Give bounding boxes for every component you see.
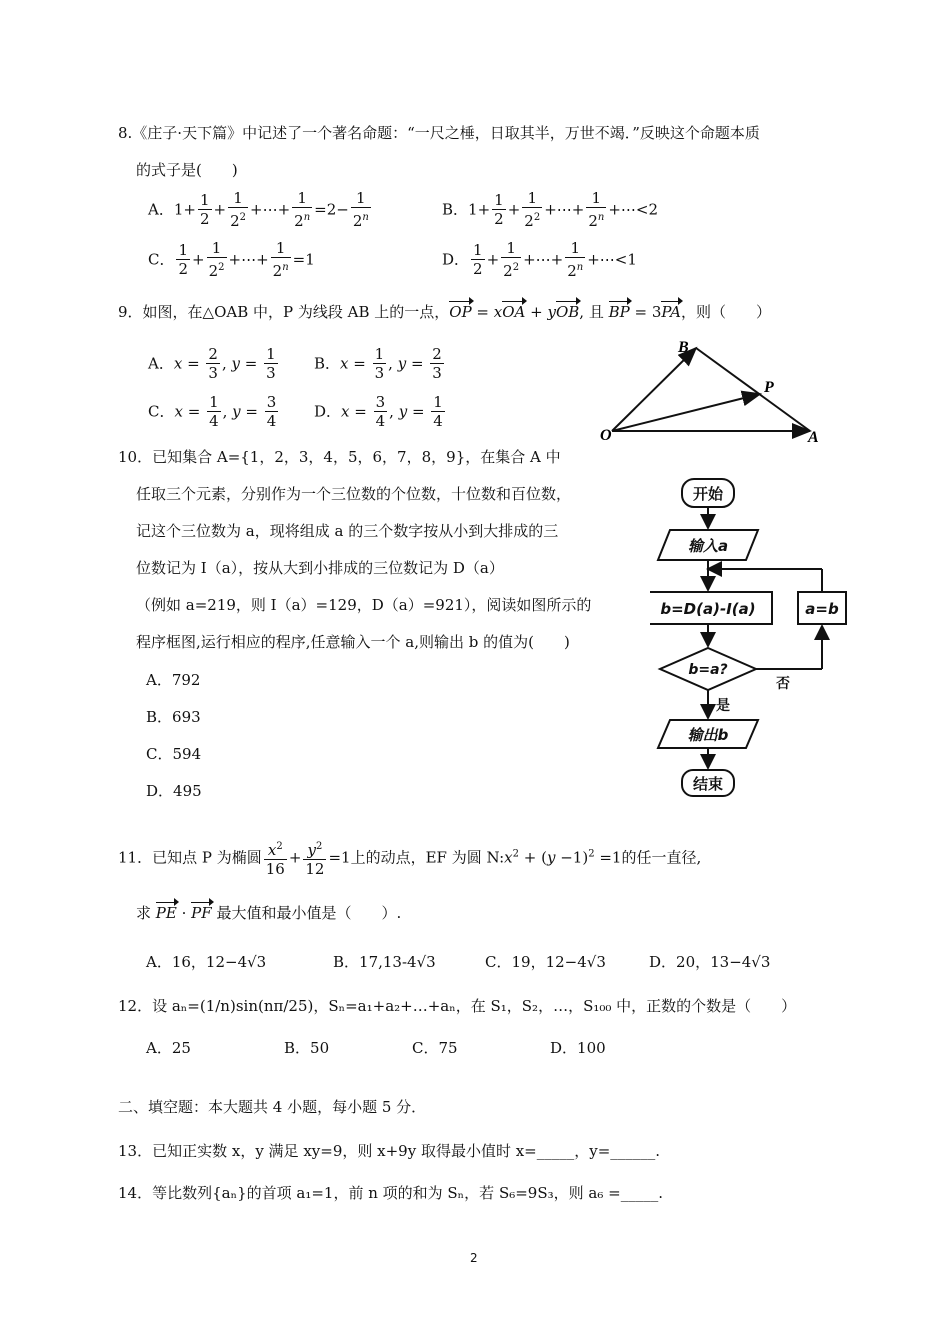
- q9-option-d: D．x = $\frac{3}{4}$ , y = $\frac{1}{4}$: [314, 393, 443, 430]
- label-p: P: [764, 379, 774, 396]
- q12-stem: 12．设 aₙ=(1/n)sin(nπ/25)，Sₙ=a₁+a₂+…+aₙ，在 S₁，S₂，…，S₁₀₀ 中，正数的个数是（ ）: [118, 997, 797, 1015]
- vector-oa: OA: [502, 303, 526, 321]
- triangle-oab-figure: [598, 334, 828, 446]
- q9-stem-text: 9．如图，在△OAB 中，P 为线段 AB 上的一点，: [118, 303, 450, 321]
- q11-line2-b: 最大值和最小值是（ ）.: [216, 904, 402, 922]
- program-flowchart: [650, 474, 850, 800]
- q11-stem-line2: 求 PE · PF 最大值和最小值是（ ）.: [136, 904, 402, 922]
- vector-ob: OB: [555, 303, 580, 321]
- label-o: O: [600, 427, 612, 444]
- q10-option-c: C．594: [146, 745, 202, 763]
- page-number: 2: [470, 1251, 478, 1265]
- q9-stem-tail: ，则（ ）: [680, 303, 771, 321]
- label-b: B: [678, 339, 689, 356]
- q14-text: 14．等比数列{aₙ}的首项 a₁=1，前 n 项的和为 Sₙ，若 S₆=9S₃，则 a₆ =_____.: [118, 1184, 663, 1202]
- q10-stem-line4: 位数记为 I（a），按从大到小排成的三位数记为 D（a）: [136, 559, 504, 577]
- q8-option-c: C． $\frac{1}{2}$ + $\frac{1}{2^2}$ +⋯+ $\frac{1}{2^n}$ =1: [148, 239, 315, 280]
- q8-option-b: B．1+ $\frac{1}{2}$ + $\frac{1}{2^2}$ +⋯+ $\frac{1}{2^n}$ +⋯<2: [442, 189, 659, 230]
- q11-line2-a: 求: [136, 904, 152, 922]
- segment-ab: [696, 348, 810, 431]
- q11-option-c: C．19，12−4√3: [485, 953, 606, 971]
- q10-option-d: D．495: [146, 782, 202, 800]
- q12-option-d: D．100: [550, 1039, 606, 1057]
- q12-option-a: A．25: [146, 1039, 191, 1057]
- q11-stem-c: 的任一直径,: [621, 848, 702, 867]
- segment-ob: [612, 348, 696, 431]
- q10-stem-line6: 程序框图,运行相应的程序,任意输入一个 a,则输出 b 的值为( ): [136, 633, 570, 651]
- label-a: A: [808, 429, 819, 446]
- q13-text: 13．已知正实数 x，y 满足 xy=9，则 x+9y 取得最小值时 x=_____，y=______.: [118, 1142, 661, 1160]
- flowchart-assign-label: a=b: [805, 600, 839, 618]
- section-fill-in-heading: 二、填空题：本大题共 4 小题，每小题 5 分．: [118, 1098, 427, 1116]
- q10-option-b: B．693: [146, 708, 201, 726]
- flowchart-no-label: 否: [776, 676, 790, 692]
- vector-pf: PF: [191, 904, 212, 922]
- q8-option-a: A．1+ $\frac{1}{2}$ + $\frac{1}{2^2}$ +⋯+ $\frac{1}{2^n}$ =2− $\frac{1}{2^n}$: [148, 189, 369, 230]
- flowchart-end-label: 结束: [692, 775, 724, 793]
- q10-stem-line2: 任取三个元素，分别作为一个三位数的个位数，十位数和百位数，: [136, 485, 572, 503]
- q10-stem-line5: （例如 a=219，则 I（a）=129，D（a）=921），阅读如图所示的: [136, 596, 592, 614]
- flowchart-decision-label: b=a?: [688, 662, 728, 678]
- vector-op: OP: [449, 303, 472, 321]
- q11-stem-b: 上的动点，EF 为圆 N:: [350, 848, 505, 867]
- q8-stem-line1: 8.《庄子·天下篇》中记述了一个著名命题：“一尺之棰，日取其半，万世不竭．”反映这个命题本质: [118, 124, 760, 142]
- q11-stem: 11．已知点 P 为椭圆 $\frac{x^2}{16}$ + $\frac{y^2}{12}$ =1上的动点，EF 为圆 $N:x^2 + (y -1)^2 =1$的任一直径,: [118, 841, 702, 878]
- q10-option-a: A．792: [146, 671, 201, 689]
- flowchart-start-label: 开始: [692, 485, 724, 503]
- vector-bp: BP: [608, 303, 630, 321]
- q11-option-d: D．20，13−4√3: [649, 953, 771, 971]
- flowchart-process-label: b=D(a)-I(a): [660, 600, 756, 618]
- flowchart-yes-label: 是: [716, 698, 730, 714]
- vector-pe: PE: [155, 904, 177, 922]
- flowchart-output-label: 输出b: [687, 726, 729, 744]
- q9-stem: 9．如图，在△OAB 中，P 为线段 AB 上的一点，OP = xOA + yOB, 且 BP = 3PA，则（ ）: [118, 303, 771, 321]
- flowchart-input-label: 输入a: [687, 537, 729, 555]
- q10-stem-line3: 记这个三位数为 a，现将组成 a 的三个数字按从小到大排成的三: [136, 522, 559, 540]
- vector-pa: PA: [661, 303, 681, 321]
- q8-option-d: D． $\frac{1}{2}$ + $\frac{1}{2^2}$ +⋯+ $\frac{1}{2^n}$ +⋯<1: [442, 239, 637, 280]
- q9-option-c: C．x = $\frac{1}{4}$ , y = $\frac{3}{4}$: [148, 393, 277, 430]
- q10-stem-line1: 10．已知集合 A={1，2，3，4，5，6，7，8，9}，在集合 A 中: [118, 448, 561, 466]
- q11-option-b: B．17,13-4√3: [333, 953, 436, 971]
- q8-stem-line2: 的式子是( ): [136, 161, 238, 179]
- q11-stem-a: 11．已知点 P 为椭圆: [118, 848, 262, 867]
- q9-option-b: B．x = $\frac{1}{3}$ , y = $\frac{2}{3}$: [314, 345, 442, 382]
- q11-option-a: A．16，12−4√3: [146, 953, 267, 971]
- segment-op: [612, 394, 760, 431]
- q9-option-a: A．x = $\frac{2}{3}$ , y = $\frac{1}{3}$: [148, 345, 276, 382]
- q12-option-c: C．75: [412, 1039, 458, 1057]
- q12-option-b: B．50: [284, 1039, 330, 1057]
